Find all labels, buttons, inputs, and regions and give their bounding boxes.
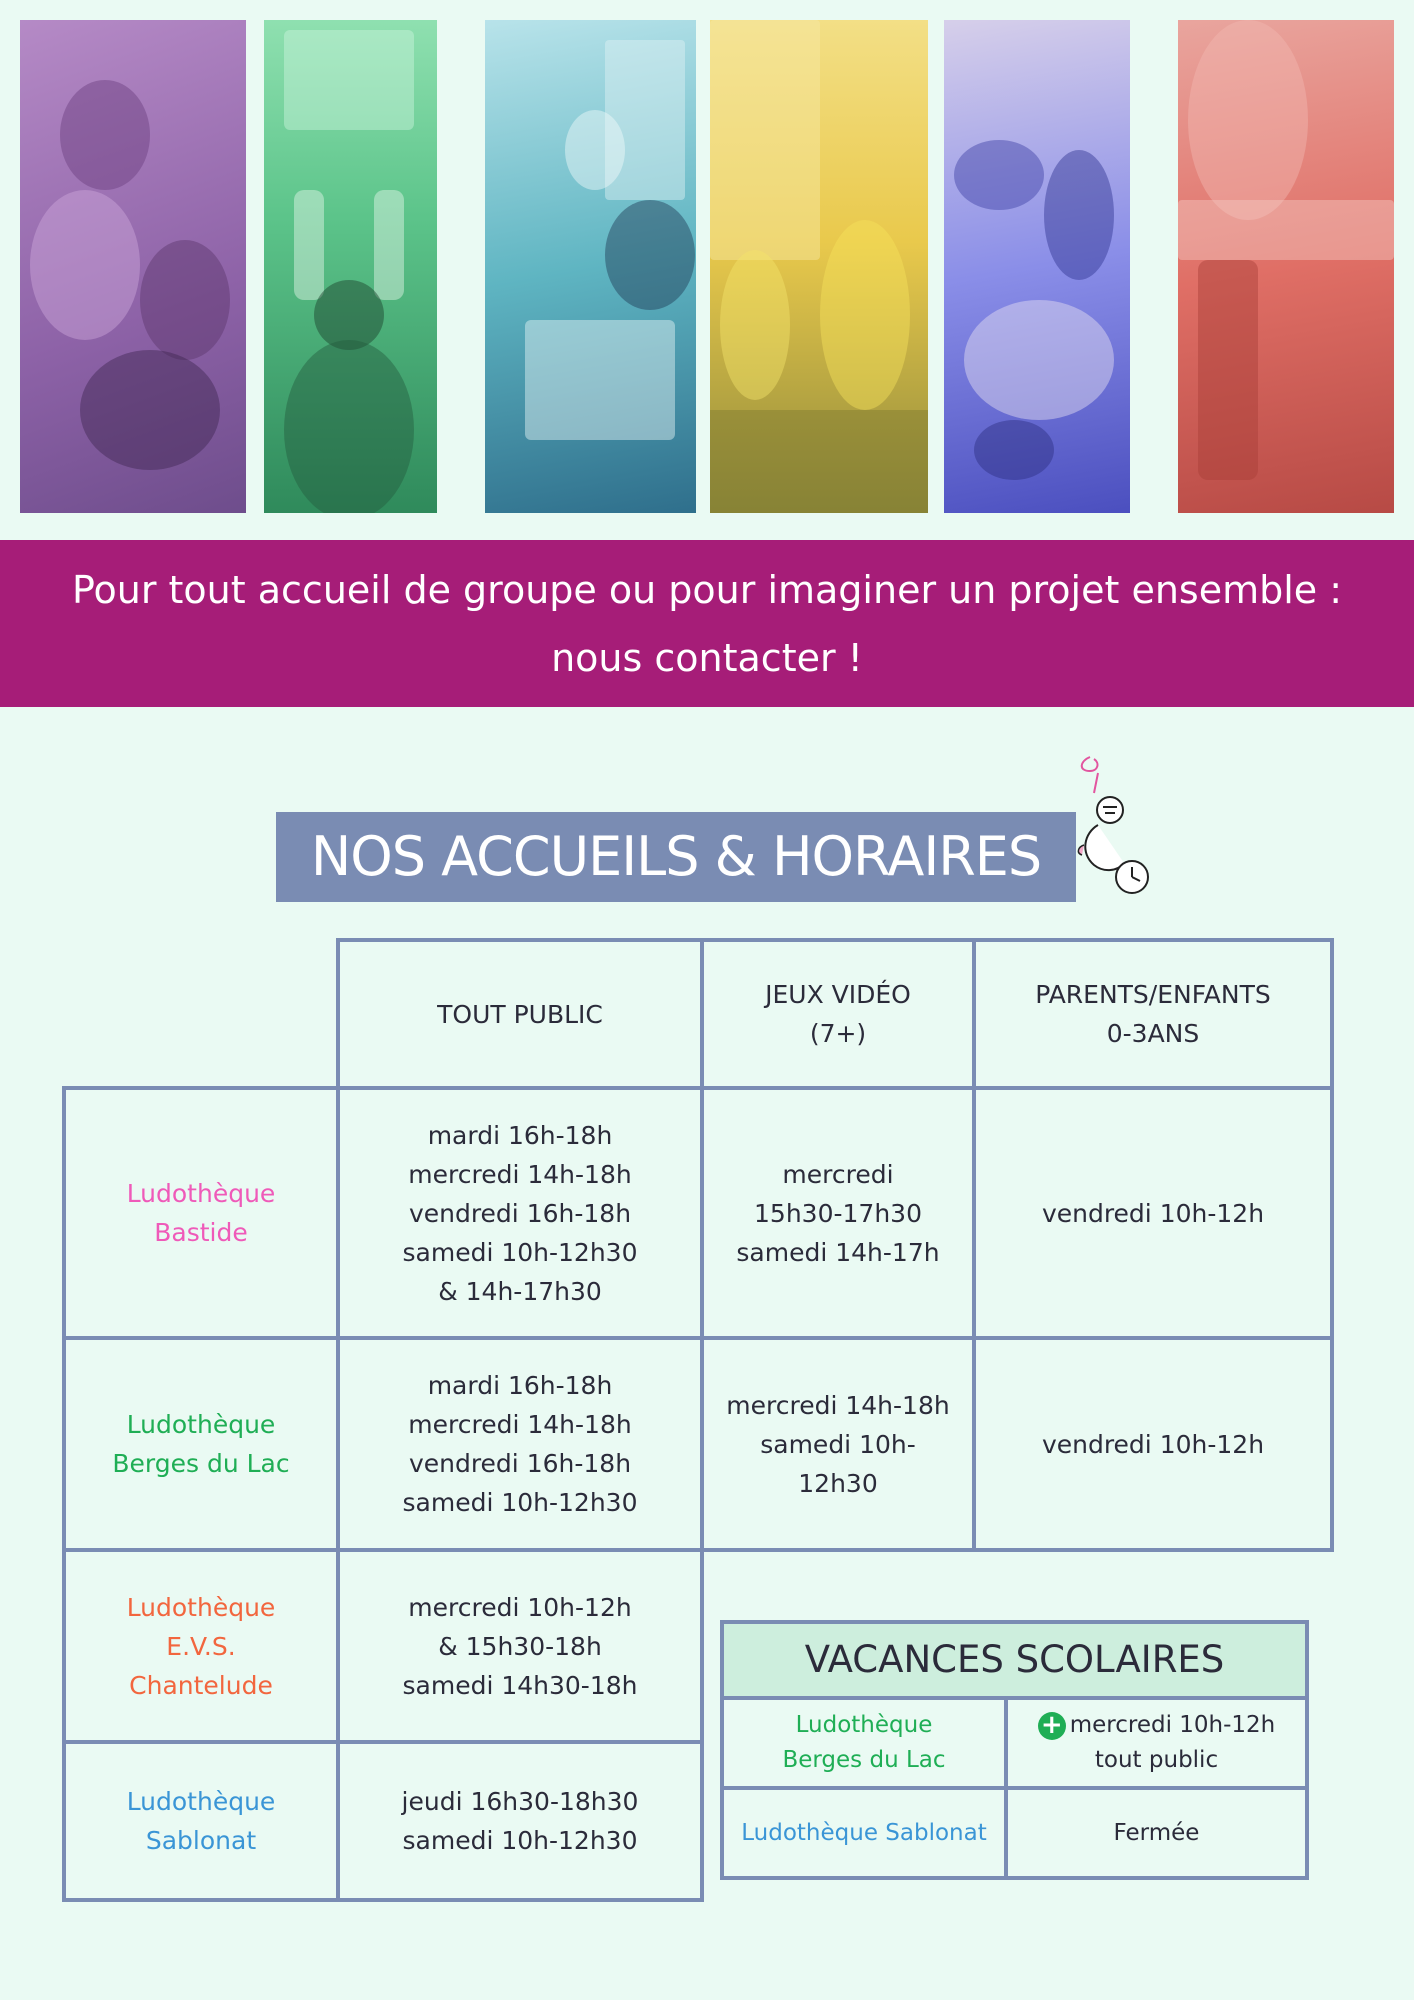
bastide-jeux-video: mercredi 15h30-17h30 samedi 14h-17h	[702, 1088, 974, 1338]
photo-teal	[485, 20, 696, 513]
ludotheque-sablonat-name: Ludothèque Sablonat	[64, 1742, 338, 1900]
vacances-sablonat-value: Fermée	[1006, 1788, 1307, 1878]
bastide-tout-public: mardi 16h-18h mercredi 14h-18h vendredi 16h-18h samedi 10h-12h30 & 14h-17h30	[338, 1088, 702, 1338]
page-title: NOS ACCUEILS & HORAIRES	[276, 812, 1076, 902]
ludotheque-chantelude-name: Ludothèque E.V.S. Chantelude	[64, 1550, 338, 1742]
berges-parents: vendredi 10h-12h	[974, 1338, 1332, 1550]
chantelude-tout-public: mercredi 10h-12h & 15h30-18h samedi 14h30-18h	[338, 1550, 702, 1742]
photo-yellow	[710, 20, 928, 513]
header-parents-enfants: PARENTS/ENFANTS 0-3ANS	[974, 940, 1332, 1088]
vacances-berges-value: + mercredi 10h-12h tout public	[1006, 1698, 1307, 1788]
vacances-scolaires-box	[720, 1620, 1309, 1880]
berges-tout-public: mardi 16h-18h mercredi 14h-18h vendredi 16h-18h samedi 10h-12h30	[338, 1338, 702, 1550]
ludotheque-berges-name: Ludothèque Berges du Lac	[64, 1338, 338, 1550]
banner-line-1: Pour tout accueil de groupe ou pour imaginer un projet ensemble :	[71, 568, 1343, 612]
photo-strip	[0, 0, 1414, 520]
berges-jeux-video: mercredi 14h-18h samedi 10h- 12h30	[702, 1338, 974, 1550]
photo-red	[1178, 20, 1394, 513]
plus-circle-icon: +	[1038, 1712, 1066, 1740]
photo-purple	[20, 20, 246, 513]
sablonat-tout-public: jeudi 16h30-18h30 samedi 10h-12h30	[338, 1742, 702, 1900]
contact-banner	[0, 540, 1414, 707]
table-row	[64, 1088, 1332, 1338]
table-row	[722, 1698, 1307, 1788]
ludotheque-bastide-name: Ludothèque Bastide	[64, 1088, 338, 1338]
banner-line-2: nous contacter !	[551, 636, 863, 680]
vacances-sablonat-name: Ludothèque Sablonat	[722, 1788, 1006, 1878]
vacances-title: VACANCES SCOLAIRES	[720, 1620, 1309, 1700]
header-jeux-video: JEUX VIDÉO (7+)	[702, 940, 974, 1088]
vacances-berges-name: Ludothèque Berges du Lac	[722, 1698, 1006, 1788]
table-row	[722, 1788, 1307, 1878]
mascot-clock-icon	[1070, 755, 1160, 905]
table-row	[64, 1338, 1332, 1550]
corner-empty	[64, 940, 338, 1088]
header-tout-public: TOUT PUBLIC	[338, 940, 702, 1088]
photo-blue	[944, 20, 1130, 513]
vacances-table	[720, 1696, 1309, 1880]
photo-green	[264, 20, 437, 513]
bastide-parents: vendredi 10h-12h	[974, 1088, 1332, 1338]
